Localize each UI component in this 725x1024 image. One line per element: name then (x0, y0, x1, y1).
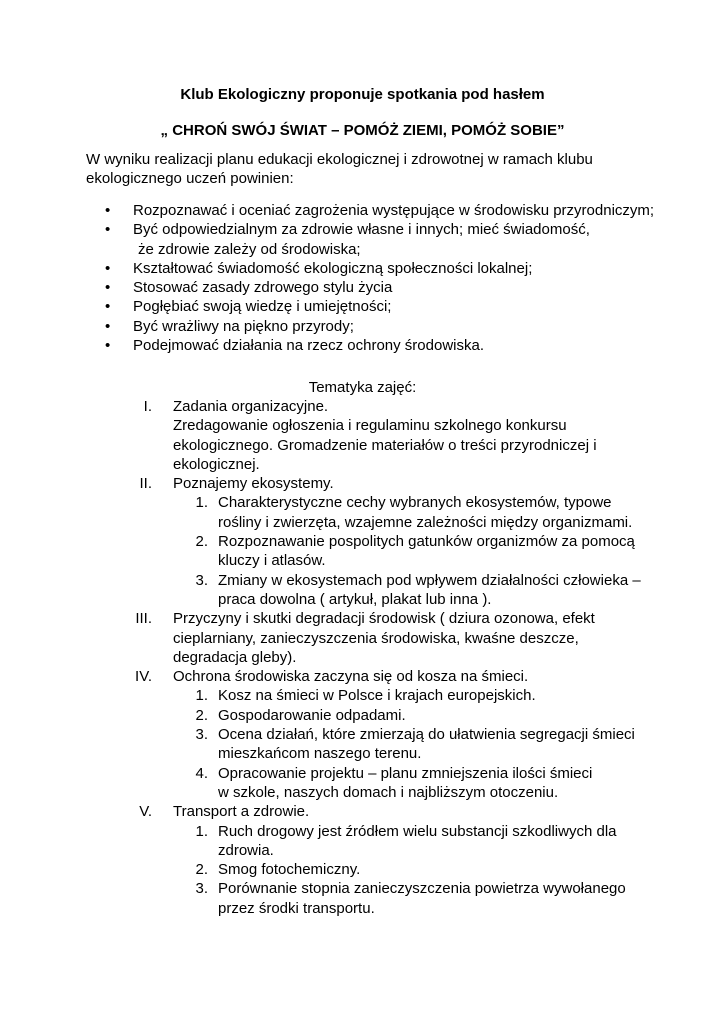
bullet-icon: • (105, 337, 111, 355)
intro-line: W wyniku realizacji planu edukacji ekologicznej i zdrowotnej w ramach klubu (86, 151, 593, 168)
list-item-text: Podejmować działania na rzecz ochrony środowiska. (133, 337, 485, 355)
subtopic-item (0, 686, 658, 705)
subtopic-item (0, 822, 658, 861)
subtopic-item (0, 725, 658, 764)
bullet-icon: • (105, 259, 111, 277)
list-item-text: Być wrażliwy na piękno przyrody; (133, 317, 354, 335)
bullet-icon: • (105, 202, 111, 219)
section-text: Zadania organizacyjne. (173, 398, 329, 415)
subtopic-number: 1. (195, 687, 208, 705)
subtopic-text: Gospodarowanie odpadami. (218, 706, 406, 724)
list-item (0, 201, 725, 220)
subtopic-text: Ruch drogowy jest źródłem wielu substancji szkodliwych dla (218, 822, 617, 840)
goals-list (0, 201, 725, 355)
list-item (0, 259, 725, 278)
subtopic-number: 3. (195, 880, 208, 898)
list-item (0, 317, 725, 336)
subtopic-number: 1. (195, 494, 208, 512)
subtopic-number: 3. (195, 726, 208, 744)
subtopic-text: mieszkańcom naszego terenu. (218, 745, 422, 763)
document-title: Klub Ekologiczny proponuje spotkania pod hasłem (180, 86, 545, 103)
section-text: Zredagowanie ogłoszenia i regulaminu szkolnego konkursu (173, 417, 567, 435)
intro-line: ekologicznego uczeń powinien: (86, 170, 294, 188)
subtopic-text: zdrowia. (218, 841, 274, 859)
subtopic-text: Charakterystyczne cechy wybranych ekosystemów, typowe (218, 494, 612, 512)
topic-section (0, 667, 725, 686)
subtopic-item (0, 879, 658, 918)
subtopic-text: Porównanie stopnia zanieczyszczenia powietrza wywołanego (218, 880, 626, 898)
subtopic-number: 3. (195, 571, 208, 589)
section-number: II. (139, 475, 152, 493)
list-item-text: Pogłębiać swoją wiedzę i umiejętności; (133, 298, 392, 316)
subtopic-number: 2. (195, 533, 208, 551)
subtopic-text: kluczy i atlasów. (218, 552, 326, 570)
subtopic-item (0, 571, 658, 610)
intro-paragraph (86, 150, 646, 189)
section-text: Przyczyny i skutki degradacji środowisk ( dziura ozonowa, efekt (173, 610, 595, 628)
document-slogan: „ CHROŃ SWÓJ ŚWIAT – POMÓŻ ZIEMI, POMÓŻ SOBIE” (160, 122, 565, 139)
section-number: V. (139, 803, 152, 821)
subtopic-text: przez środki transportu. (218, 899, 375, 917)
subtopic-text: praca dowolna ( artykuł, plakat lub inna ). (218, 590, 492, 608)
topics-heading: Tematyka zajęć: (308, 379, 417, 396)
section-text: Transport a zdrowie. (173, 803, 310, 821)
list-item (0, 297, 725, 316)
topic-section (0, 474, 725, 493)
subtopic-text: Ocena działań, które zmierzają do ułatwienia segregacji śmieci (218, 726, 635, 744)
section-text: ekologicznej. (173, 455, 260, 473)
subtopic-item (0, 706, 658, 725)
list-item-text: Stosować zasady zdrowego stylu życia (133, 279, 393, 297)
list-item (0, 220, 725, 259)
topic-section (0, 609, 725, 667)
topic-section (0, 397, 725, 474)
list-item (0, 336, 725, 355)
list-item (0, 278, 725, 297)
subtopic-text: Smog fotochemiczny. (218, 861, 361, 879)
subtopic-text: rośliny i zwierzęta, wzajemne zależności między organizmami. (218, 513, 633, 531)
bullet-icon: • (105, 298, 111, 316)
section-number: III. (135, 610, 152, 628)
list-item-text: że zdrowie zależy od środowiska; (138, 240, 361, 258)
section-number: I. (143, 398, 152, 415)
section-text: Poznajemy ekosystemy. (173, 475, 334, 493)
bullet-icon: • (105, 317, 111, 335)
subtopic-text: w szkole, naszych domach i najbliższym otoczeniu. (218, 783, 559, 801)
section-text: degradacja gleby). (173, 648, 297, 666)
section-text: Ochrona środowiska zaczyna się od kosza na śmieci. (173, 668, 529, 686)
subtopic-text: Rozpoznawanie pospolitych gatunków organizmów za pomocą (218, 533, 635, 551)
list-item-text: Kształtować świadomość ekologiczną społeczności lokalnej; (133, 259, 533, 277)
list-item-text: Rozpoznawać i oceniać zagrożenia występujące w środowisku przyrodniczym; (133, 202, 655, 219)
section-text: ekologicznego. Gromadzenie materiałów o treści przyrodniczej i (173, 436, 597, 454)
subtopic-number: 2. (195, 861, 208, 879)
subtopic-number: 4. (195, 764, 208, 782)
subtopic-text: Opracowanie projektu – planu zmniejszenia ilości śmieci (218, 764, 593, 782)
topics-outline (0, 397, 725, 918)
topic-section (0, 802, 725, 821)
section-number: IV. (135, 668, 152, 686)
list-item-text: Być odpowiedzialnym za zdrowie własne i innych; mieć świadomość, (133, 221, 590, 239)
subtopic-item (0, 532, 658, 571)
subtopic-text: Zmiany w ekosystemach pod wpływem działalności człowieka – (218, 571, 641, 589)
bullet-icon: • (105, 221, 111, 239)
subtopic-number: 2. (195, 706, 208, 724)
bullet-icon: • (105, 279, 111, 297)
subtopic-text: Kosz na śmieci w Polsce i krajach europejskich. (218, 687, 536, 705)
subtopic-item (0, 860, 658, 879)
section-text: cieplarniany, zanieczyszczenia środowiska, kwaśne deszcze, (173, 629, 579, 647)
subtopic-number: 1. (195, 822, 208, 840)
subtopic-item (0, 493, 658, 532)
subtopic-item (0, 764, 658, 803)
